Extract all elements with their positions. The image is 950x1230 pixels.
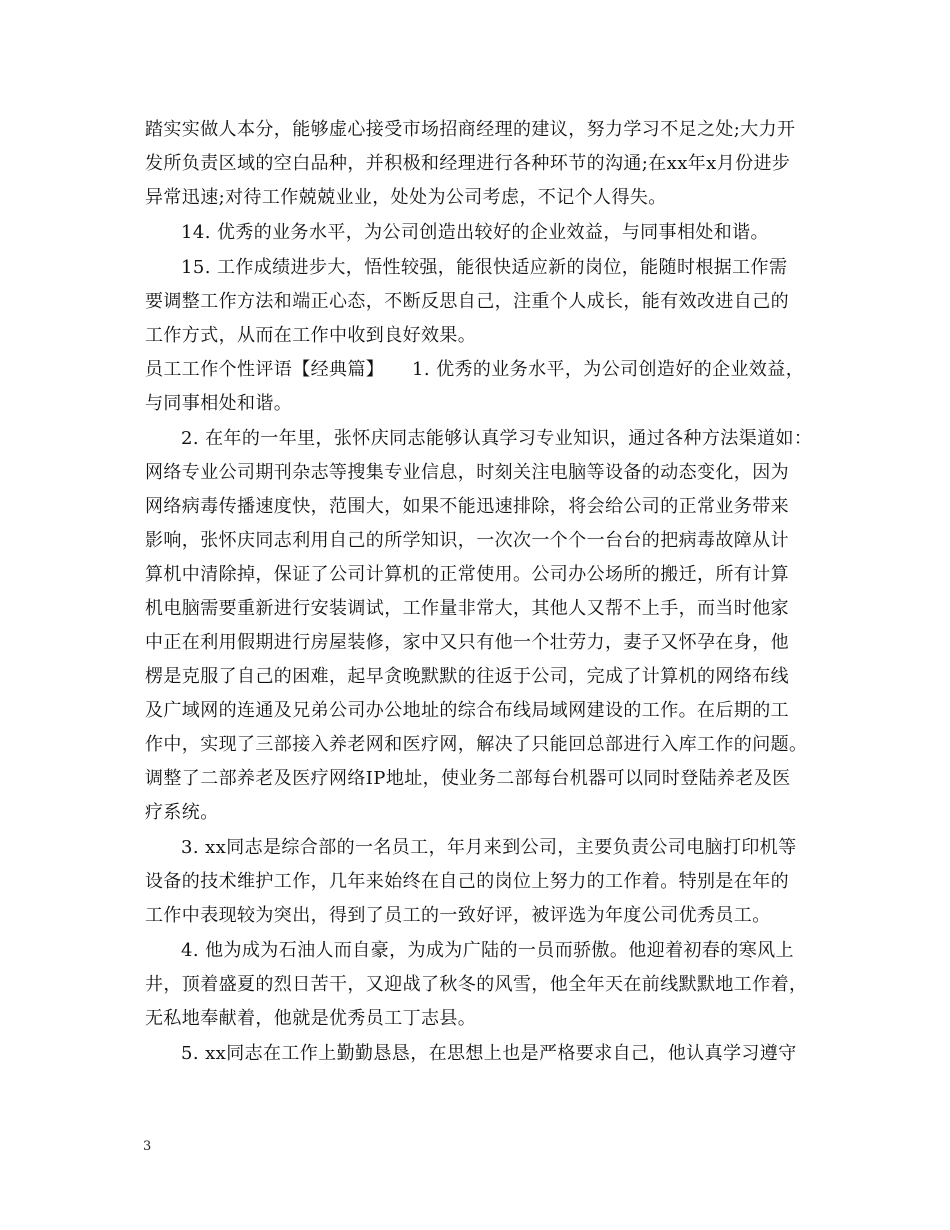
text-line: 井，顶着盛夏的烈日苦干，又迎战了秋冬的风雪，他全年天在前线默默地工作着，	[145, 974, 808, 995]
text-line: 与同事相处和谐。	[145, 393, 293, 414]
text-line: 楞是克服了自己的困难，起早贪晚默默的往返于公司，完成了计算机的网络布线	[145, 666, 789, 687]
text-line: 及广域网的连通及兄弟公司办公地址的综合布线局域网建设的工作。在后期的工	[145, 700, 789, 721]
page-number: 3	[143, 1139, 152, 1154]
text-line: 中正在利用假期进行房屋装修，家中又只有他一个壮劳力，妻子又怀孕在身，他	[145, 632, 789, 653]
text-line: 疗系统。	[145, 802, 219, 823]
text-line: 工作方式，从而在工作中收到良好效果。	[145, 325, 477, 346]
section-heading-line: 员工工作个性评语【经典篇】 1. 优秀的业务水平，为公司创造好的企业效益，	[145, 359, 805, 380]
text-line: 3. xx同志是综合部的一名员工，年月来到公司，主要负责公司电脑打印机等	[181, 837, 797, 858]
text-line: 影响，张怀庆同志利用自己的所学知识，一次次一个个一台台的把病毒故障从计	[145, 530, 789, 551]
text-line: 作中，实现了三部接入养老网和医疗网，解决了只能回总部进行入库工作的问题。	[145, 734, 808, 755]
text-line: 无私地奉献着，他就是优秀员工丁志县。	[145, 1008, 477, 1029]
text-line: 4. 他为成为石油人而自豪，为成为广陆的一员而骄傲。他迎着初春的寒风上	[181, 940, 794, 961]
text-line: 发所负责区域的空白品种，并积极和经理进行各种环节的沟通;在xx年x月份进步	[145, 153, 791, 174]
text-line: 踏实实做人本分，能够虚心接受市场招商经理的建议，努力学习不足之处;大力开	[145, 119, 796, 140]
text-line: 工作中表现较为突出，得到了员工的一致好评，被评选为年度公司优秀员工。	[145, 905, 771, 926]
text-line: 要调整工作方法和端正心态，不断反思自己，注重个人成长，能有效改进自己的	[145, 291, 789, 312]
text-line: 网络专业公司期刊杂志等搜集专业信息，时刻关注电脑等设备的动态变化，因为	[145, 462, 789, 483]
text-line: 14. 优秀的业务水平，为公司创造出较好的企业效益，与同事相处和谐。	[181, 222, 769, 243]
text-line: 异常迅速;对待工作兢兢业业，处处为公司考虑，不记个人得失。	[145, 187, 667, 208]
text-line: 设备的技术维护工作，几年来始终在自己的岗位上努力的工作着。特别是在年的	[145, 871, 789, 892]
text-line: 网络病毒传播速度快，范围大，如果不能迅速排除，将会给公司的正常业务带来	[145, 496, 789, 517]
text-line: 调整了二部养老及医疗网络IP地址，使业务二部每台机器可以同时登陆养老及医	[145, 768, 791, 789]
text-line: 15. 工作成绩进步大，悟性较强，能很快适应新的岗位，能随时根据工作需	[181, 257, 788, 278]
text-line: 2. 在年的一年里，张怀庆同志能够认真学习专业知识，通过各种方法渠道如：	[181, 428, 813, 449]
text-line: 机电脑需要重新进行安装调试，工作量非常大，其他人又帮不上手，而当时他家	[145, 598, 789, 619]
text-line: 算机中清除掉，保证了公司计算机的正常使用。公司办公场所的搬迁，所有计算	[145, 564, 789, 585]
text-line: 5. xx同志在工作上勤勤恳恳，在思想上也是严格要求自己，他认真学习遵守	[181, 1043, 797, 1064]
document-body	[145, 113, 825, 1071]
